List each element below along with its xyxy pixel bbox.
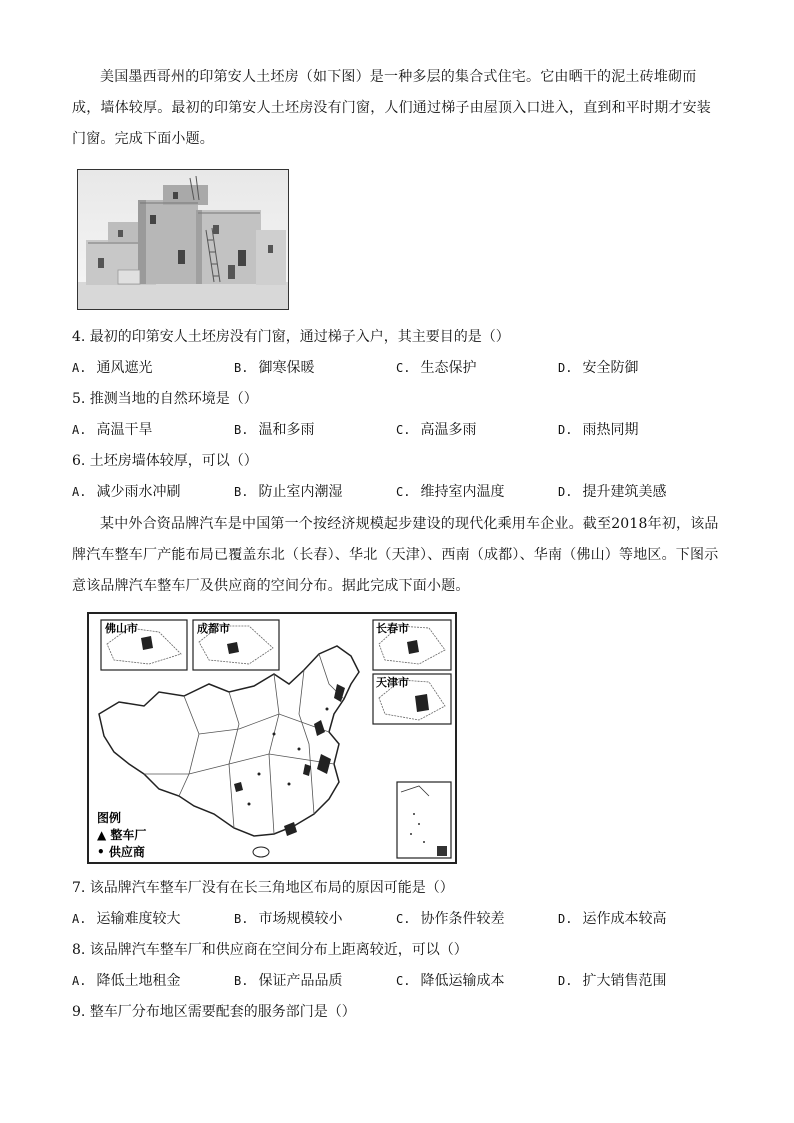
question-5: 5. 推测当地的自然环境是（）	[72, 391, 258, 407]
inset-label-foshan: 佛山市	[105, 622, 138, 635]
options-q6	[72, 482, 732, 502]
option-b[interactable]: B. 防止室内潮湿	[234, 484, 343, 500]
option-c[interactable]: C. 协作条件较差	[396, 911, 505, 927]
legend-factory: ▲ 整车厂	[97, 828, 147, 842]
option-c[interactable]: C. 高温多雨	[396, 422, 477, 438]
option-b[interactable]: B. 保证产品品质	[234, 973, 343, 989]
option-d[interactable]: D. 提升建筑美感	[558, 484, 667, 500]
adobe-house-illustration	[78, 170, 289, 310]
passage-adobe: 美国墨西哥州的印第安人土坯房（如下图）是一种多层的集合式住宅。它由晒干的泥土砖堆砌而成，墙体较厚。最初的印第安人土坯房没有门窗，人们通过梯子由屋顶入口进入，直到和平时期才安装门窗。完成下面小题。	[72, 69, 711, 147]
legend-title: 图例	[97, 811, 122, 825]
china-outline	[99, 646, 359, 836]
option-a[interactable]: A. 通风遮光	[72, 360, 153, 376]
option-a[interactable]: A. 降低土地租金	[72, 973, 181, 989]
inset-label-tianjin: 天津市	[376, 676, 409, 689]
question-6: 6. 土坯房墙体较厚，可以（）	[72, 453, 258, 469]
option-d[interactable]: D. 雨热同期	[558, 422, 639, 438]
question-9: 9. 整车厂分布地区需要配套的服务部门是（）	[72, 1004, 356, 1020]
china-map-figure	[87, 612, 457, 864]
option-d[interactable]: D. 安全防御	[558, 360, 639, 376]
hainan-island	[253, 847, 269, 857]
option-b[interactable]: B. 御寒保暖	[234, 360, 315, 376]
passage-automobile: 某中外合资品牌汽车是中国第一个按经济规模起步建设的现代化乘用车企业。截至2018年初，该品牌汽车整车厂产能布局已覆盖东北（长春）、华北（天津）、西南（成都）、华南（佛山）等地区。下图示意该品牌汽车整车厂及供应商的空间分布。据此完成下面小题。	[72, 516, 719, 594]
option-c[interactable]: C. 生态保护	[396, 360, 477, 376]
option-a[interactable]: A. 运输难度较大	[72, 911, 181, 927]
question-4: 4. 最初的印第安人土坯房没有门窗，通过梯子入户，其主要目的是（）	[72, 329, 510, 345]
inset-label-changchun: 长春市	[376, 622, 409, 635]
option-c[interactable]: C. 维持室内温度	[396, 484, 505, 500]
option-a[interactable]: A. 减少雨水冲刷	[72, 484, 181, 500]
inset-label-chengdu: 成都市	[197, 622, 230, 635]
options-q5	[72, 420, 732, 440]
map-legend	[97, 810, 146, 859]
china-map	[89, 614, 455, 862]
option-d[interactable]: D. 扩大销售范围	[558, 973, 667, 989]
option-c[interactable]: C. 降低运输成本	[396, 973, 505, 989]
option-b[interactable]: B. 市场规模较小	[234, 911, 343, 927]
options-q4	[72, 358, 732, 378]
adobe-house-photo	[77, 169, 289, 310]
option-b[interactable]: B. 温和多雨	[234, 422, 315, 438]
legend-supplier: • 供应商	[97, 845, 145, 859]
option-a[interactable]: A. 高温干旱	[72, 422, 153, 438]
options-q7	[72, 909, 732, 929]
question-8: 8. 该品牌汽车整车厂和供应商在空间分布上距离较近，可以（）	[72, 942, 468, 958]
option-d[interactable]: D. 运作成本较高	[558, 911, 667, 927]
question-7: 7. 该品牌汽车整车厂没有在长三角地区布局的原因可能是（）	[72, 880, 454, 896]
options-q8	[72, 971, 732, 991]
